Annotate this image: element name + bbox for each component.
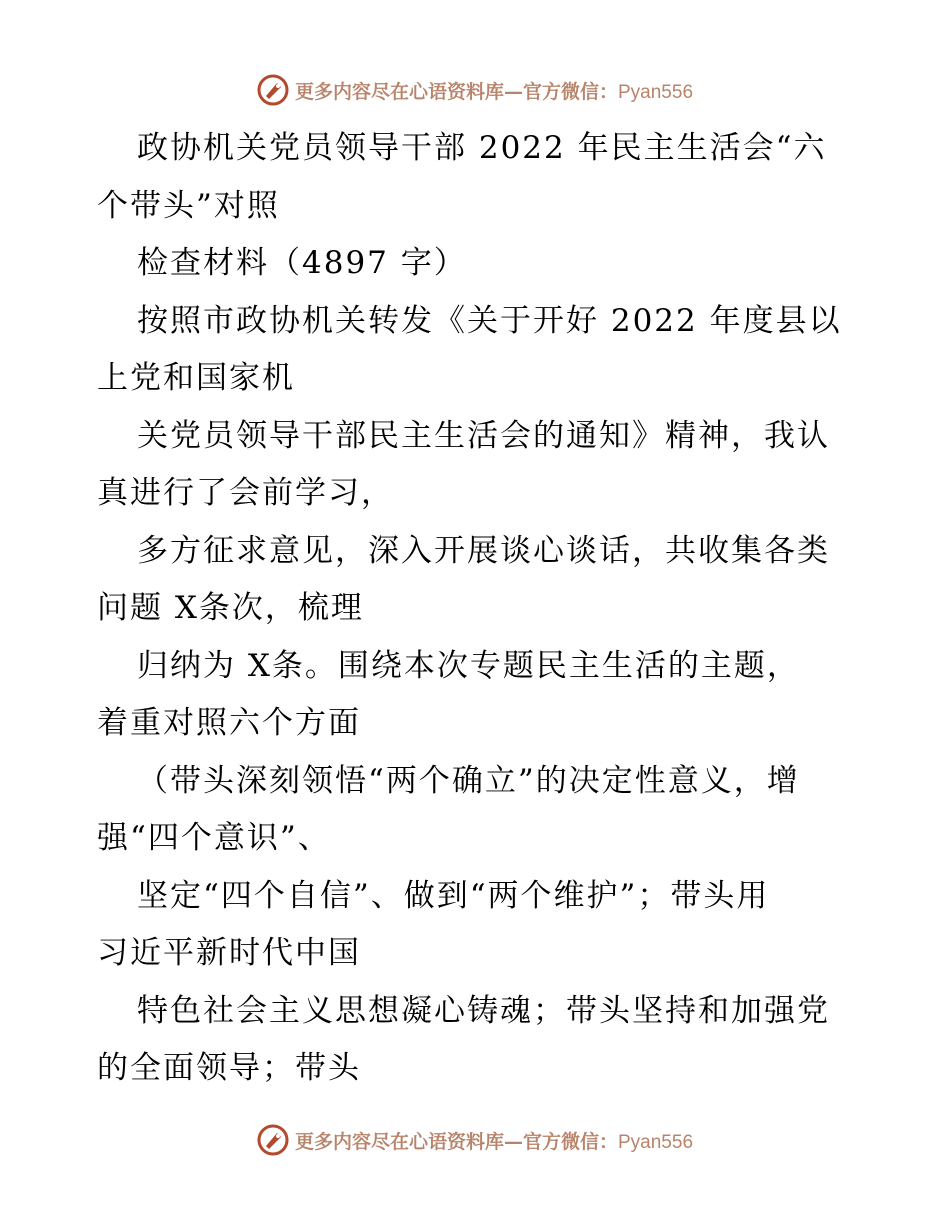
header-watermark [0,70,950,110]
pen-nib-logo-icon [257,74,289,106]
footer-watermark [0,1120,950,1160]
paragraph-line: 问题 X条次，梳理 [97,590,364,626]
paragraph-line: 上党和国家机 [97,360,295,396]
paragraph-line: 多方征求意见，深入开展谈心谈话，共收集各类 [137,532,830,569]
paragraph-line: 的全面领导；带头 [97,1050,361,1086]
paragraph-line: 个带头”对照 [97,187,280,224]
paragraph-line: （带头深刻领悟“两个确立”的决定性意义，增 [137,762,800,799]
paragraph-line: 检查材料（4897 字） [137,245,467,281]
paragraph-line: 特色社会主义思想凝心铸魂；带头坚持和加强党 [137,992,830,1029]
watermark-wechat-id: Pyan556 [618,1131,694,1153]
watermark-text: 更多内容尽在心语资料库—官方微信：Pyan556 [294,80,694,103]
paragraph-line: 真进行了会前学习， [97,475,394,511]
pen-nib-logo-icon [257,1124,289,1156]
paragraph-line: 习近平新时代中国 [97,935,361,971]
paragraph-line: 归纳为 X条。围绕本次专题民主生活的主题， [137,647,800,684]
paragraph-line: 强“四个意识”、 [97,820,331,856]
watermark-wechat-id: Pyan556 [618,81,694,103]
paragraph-line: 按照市政协机关转发《关于开好 2022 年度县以 [137,302,842,339]
paragraph-line: 政协机关党员领导干部 2022 年民主生活会“六 [137,130,827,166]
watermark-text: 更多内容尽在心语资料库—官方微信：Pyan556 [294,1130,694,1153]
paragraph-line: 坚定“四个自信”、做到“两个维护”；带头用 [137,877,770,914]
paragraph-line: 关党员领导干部民主生活会的通知》精神，我认 [137,417,830,454]
document-body [97,120,852,1098]
paragraph-line: 着重对照六个方面 [97,705,361,741]
